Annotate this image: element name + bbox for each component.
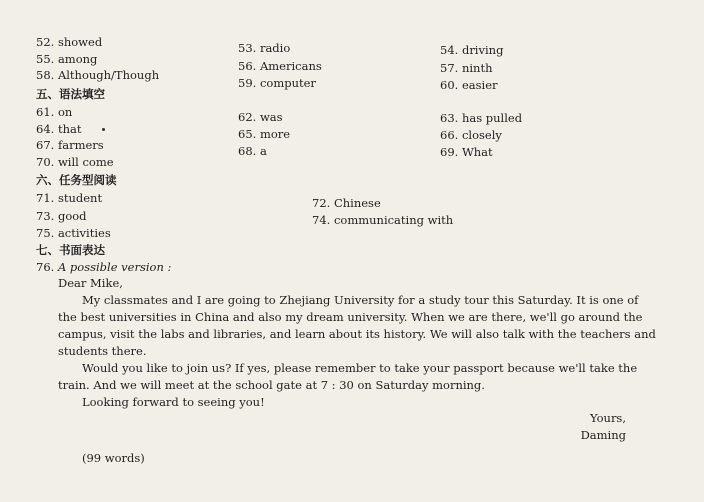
- letter-paragraph-3: Looking forward to seeing you!: [82, 395, 265, 409]
- answer-57: 57. ninth: [440, 61, 493, 75]
- letter-paragraph-2: Would you like to join us? If yes, please remember to take your passport because we'll take the train. And we will meet at the school gate at 7 : 30 on Saturday morning.: [58, 361, 638, 392]
- answer-64: 64. that: [36, 122, 82, 136]
- answer-73: 73. good: [36, 209, 87, 223]
- answer-67: 67. farmers: [36, 138, 104, 152]
- letter-paragraph-1: My classmates and I are going to Zhejiang University for a study tour this Saturday. It is one of the best universities in China and also my dream university. When we are there, we'll go around the campus, visit the labs and libraries, and learn about its history. We will also talk with the teachers and students there.: [58, 293, 656, 358]
- answer-68: 68. a: [238, 144, 267, 158]
- letter-closing: Yours,: [590, 411, 626, 425]
- answer-75: 75. activities: [36, 226, 111, 240]
- model-letter: [58, 275, 658, 411]
- section-5-heading: 五、语法填空: [36, 87, 105, 101]
- answer-62: 62. was: [238, 110, 283, 124]
- answer-53: 53. radio: [238, 41, 291, 55]
- answer-54: 54. driving: [440, 43, 504, 57]
- answer-65: 65. more: [238, 127, 291, 141]
- answer-63: 63. has pulled: [440, 111, 523, 125]
- answer-58: 58. Although/Though: [36, 68, 160, 82]
- answer-61: 61. on: [36, 105, 73, 119]
- letter-greeting: Dear Mike,: [58, 276, 123, 290]
- answer-56: 56. Americans: [238, 59, 322, 73]
- letter-signature: Daming: [580, 428, 626, 442]
- section-7-heading: 七、书面表达: [36, 243, 105, 257]
- answer-76-label: 76. A possible version :: [36, 260, 172, 274]
- answer-60: 60. easier: [440, 78, 498, 92]
- answer-74: 74. communicating with: [312, 213, 454, 227]
- answer-55: 55. among: [36, 52, 98, 66]
- section-6-heading: 六、任务型阅读: [36, 173, 117, 187]
- answer-59: 59. computer: [238, 76, 316, 90]
- answer-71: 71. student: [36, 191, 103, 205]
- answer-69: 69. What: [440, 145, 493, 159]
- answer-52: 52. showed: [36, 35, 103, 49]
- word-count: (99 words): [82, 451, 145, 465]
- ink-dot: [102, 128, 105, 131]
- answer-72: 72. Chinese: [312, 196, 381, 210]
- answer-70: 70. will come: [36, 155, 114, 169]
- answer-66: 66. closely: [440, 128, 502, 142]
